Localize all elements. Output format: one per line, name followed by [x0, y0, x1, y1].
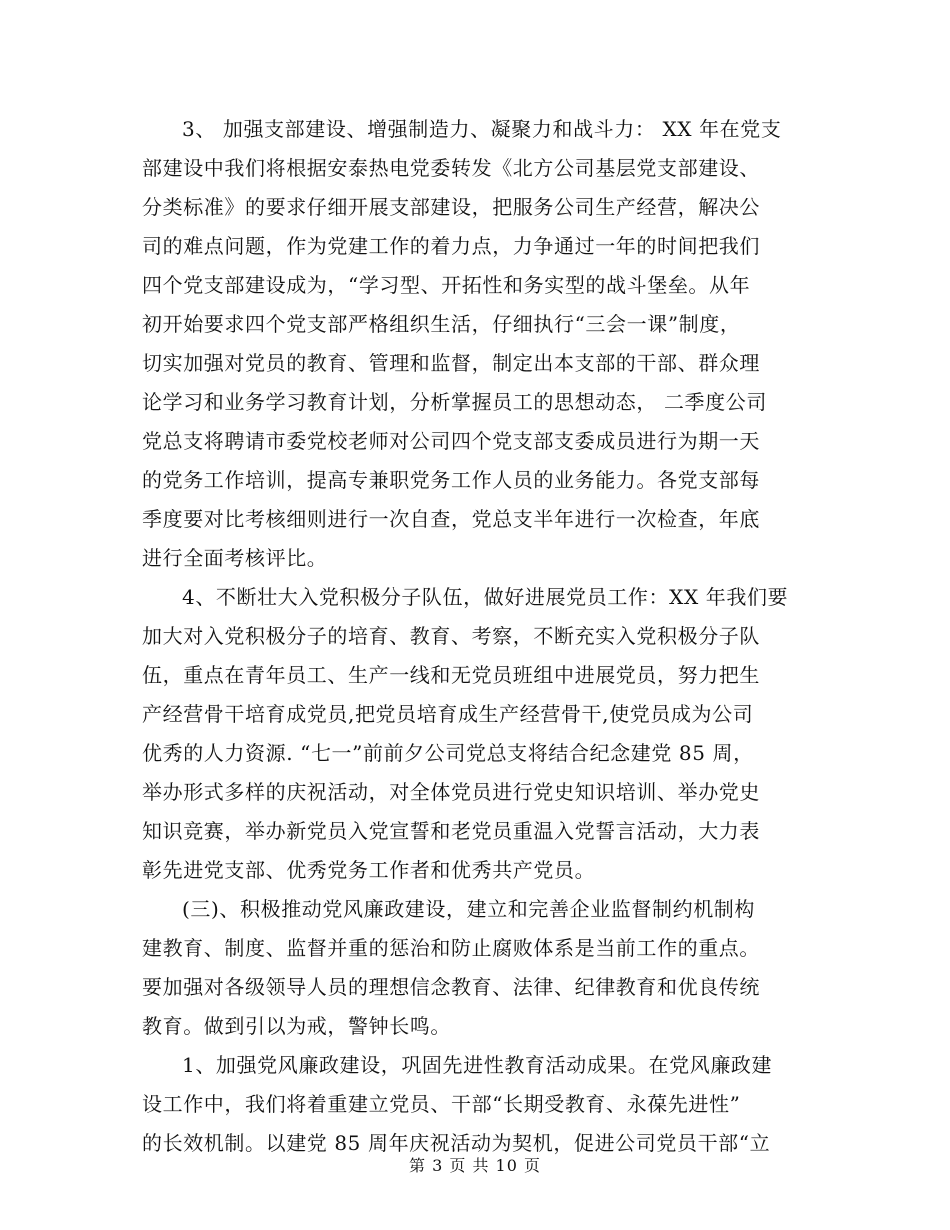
paragraph-line: 的长效机制。以建党 85 周年庆祝活动为契机，促进公司党员干部“立 — [142, 1131, 771, 1155]
paragraph-line: 1、加强党风廉政建设，巩固先进性教育活动成果。在党风廉政建 — [182, 1053, 773, 1077]
paragraph-line: 建教育、制度、监督并重的惩治和防止腐败体系是当前工作的重点。 — [142, 936, 760, 960]
paragraph-line: 初开始要求四个党支部严格组织生活，仔细执行“三会一课”制度， — [142, 312, 741, 336]
paragraph-line: 论学习和业务学习教育计划，分析掌握员工的思想动态， 二季度公司 — [142, 390, 767, 414]
paragraph-line: 彰先进党支部、优秀党务工作者和优秀共产党员。 — [142, 858, 596, 882]
paragraph-line: 优秀的人力资源. “七一”前前夕公司党总支将结合纪念建党 85 周， — [142, 741, 754, 765]
paragraph-line: 加大对入党积极分子的培育、教育、考察，不断充实入党积极分子队 — [142, 624, 760, 648]
paragraph-line: 的党务工作培训，提高专兼职党务工作人员的业务能力。各党支部每 — [142, 468, 760, 492]
paragraph-line: 知识竞赛，举办新党员入党宣誓和老党员重温入党誓言活动，大力表 — [142, 819, 760, 843]
paragraph-line: 教育。做到引以为戒，警钟长鸣。 — [142, 1014, 451, 1038]
paragraph-line: 部建设中我们将根据安泰热电党委转发《北方公司基层党支部建设、 — [142, 156, 760, 180]
paragraph-line: 要加强对各级领导人员的理想信念教育、法律、纪律教育和优良传统 — [142, 975, 760, 999]
paragraph-line: 分类标准》的要求仔细开展支部建设，把服务公司生产经营，解决公 — [142, 195, 760, 219]
page-number-footer: 第 3 页 共 10 页 — [409, 1156, 541, 1175]
document-body — [142, 110, 810, 1163]
paragraph-line: 四个党支部建设成为，“学习型、开拓性和务实型的战斗堡垒。从年 — [142, 273, 751, 297]
paragraph-line: 产经营骨干培育成党员,把党员培育成生产经营骨干,使党员成为公司 — [142, 702, 754, 726]
paragraph-line: 党总支将聘请市委党校老师对公司四个党支部支委成员进行为期一天 — [142, 429, 760, 453]
paragraph-line: 设工作中，我们将着重建立党员、干部“长期受教育、永葆先进性” — [142, 1092, 741, 1116]
paragraph-line: 进行全面考核评比。 — [142, 546, 328, 570]
paragraph-line: 举办形式多样的庆祝活动，对全体党员进行党史知识培训、举办党史 — [142, 780, 760, 804]
paragraph-line: 伍，重点在青年员工、生产一线和无党员班组中进展党员，努力把生 — [142, 663, 760, 687]
paragraph-line: 司的难点问题，作为党建工作的着力点，力争通过一年的时间把我们 — [142, 234, 760, 258]
paragraph-line: 切实加强对党员的教育、管理和监督，制定出本支部的干部、群众理 — [142, 351, 760, 375]
paragraph-line: 季度要对比考核细则进行一次自查，党总支半年进行一次检查，年底 — [142, 507, 760, 531]
paragraph-line: (三)、积极推动党风廉政建设，建立和完善企业监督制约机制构 — [182, 897, 756, 921]
paragraph-line: 4、不断壮大入党积极分子队伍，做好进展党员工作：XX 年我们要 — [182, 585, 789, 609]
paragraph-line: 3、 加强支部建设、增强制造力、凝聚力和战斗力： XX 年在党支 — [182, 117, 782, 141]
